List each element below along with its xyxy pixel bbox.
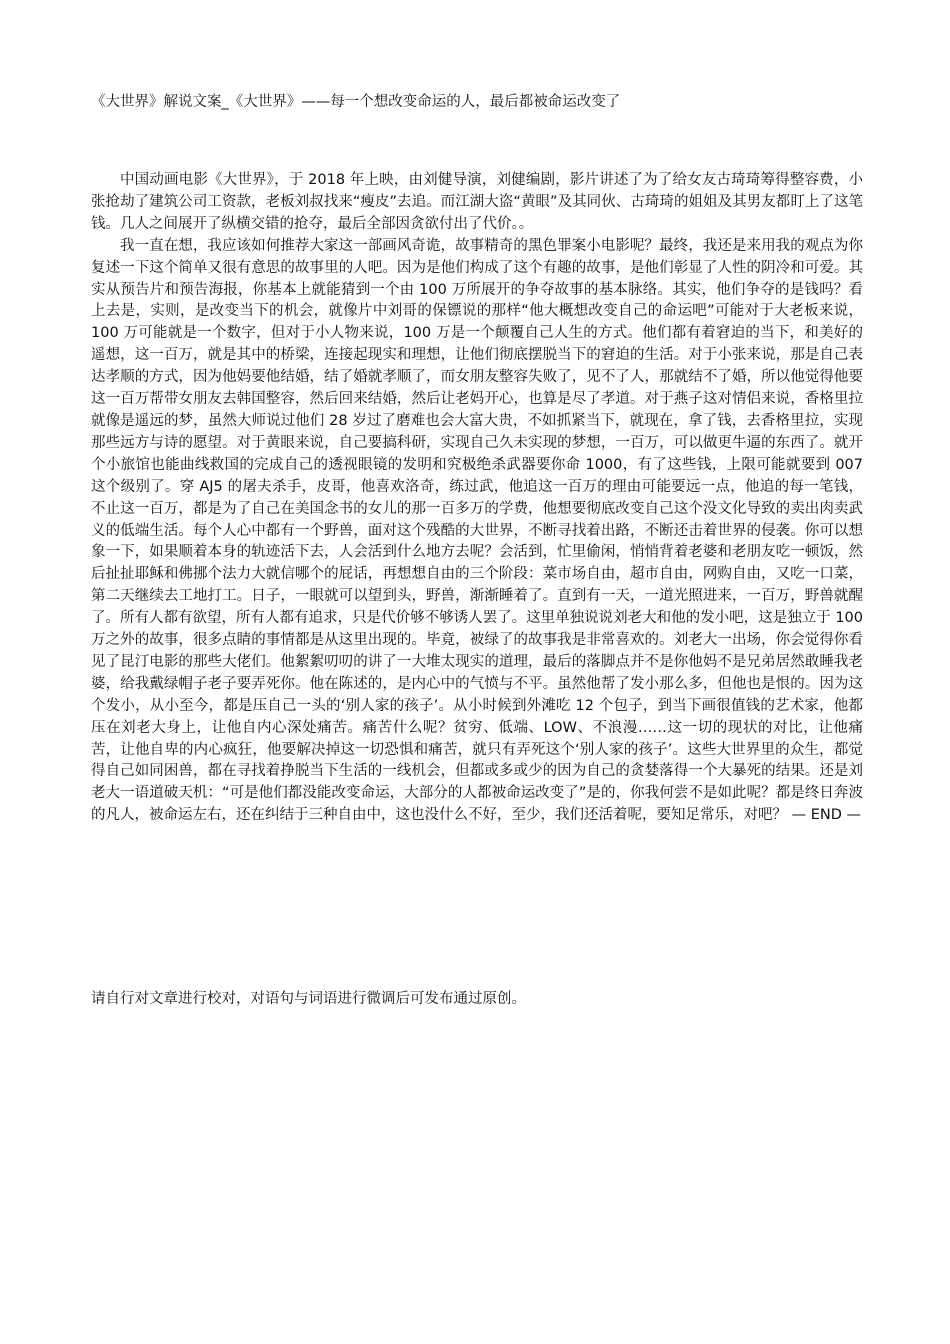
document-title: 《大世界》解说文案_《大世界》——每一个想改变命运的人，最后都被命运改变了 xyxy=(91,94,621,110)
document-footer-note: 请自行对文章进行校对，对语句与词语进行微调后可发布通过原创。 xyxy=(91,991,526,1007)
paragraph-main: 我一直在想，我应该如何推荐大家这一部画风奇诡，故事精奇的黑色罪案小电影呢？最终，我还是来用我的观点为你复述一下这个简单又很有意思的故事里的人吧。因为是他们构成了这个有趣的故事，是他们彰显了人性的阴冷和可爱。其实从预告片和预告海报，你基本上就能猜到一个由 100 万所展开的争夺故事的基本脉络。其实，他们争夺的是钱吗？看上去是，实则，是改变当下的机会，就像片中刘哥的保镖说的那样“他大概想改变自己的命运吧”可能对于大老板来说，100 万可能就是一个数字，但对于小人物来说，100 万是一个颠覆自己人生的方式。他们都有着窘迫的当下，和美好的遥想，这一百万，就是其中的桥梁，连接起现实和理想，让他们彻底摆脱当下的窘迫的生活。对于小张来说，那是自己表达孝顺的方式，因为他妈要他结婚，结了婚就孝顺了，而女朋友整容失败了，见不了人，那就结不了婚，所以他觉得他要这一百万帮带女朋友去韩国整容，然后回来结婚，然后让老妈开心，也算是尽了孝道。对于燕子这对情侣来说，香格里拉就像是遥远的梦，虽然大师说过他们 28 岁过了磨难也会大富大贵，不如抓紧当下，就现在，拿了钱，去香格里拉，实现那些远方与诗的愿望。对于黄眼来说，自己要搞科研，实现自己久未实现的梦想，一百万，可以做更牛逼的东西了。就开个小旅馆也能曲线救国的完成自己的透视眼镜的发明和究极绝杀武器要你命 1000，有了这些钱，上限可能就要到 007 这个级别了。穿 AJ5 的屠夫杀手，皮哥，他喜欢洛奇，练过武，他追这一百万的理由可能要远一点，他追的每一笔钱，不止这一百万，都是为了自己在美国念书的女儿的那一百多万的学费，他想要彻底改变自己这个没文化导致的卖出肉卖武义的低端生活。每个人心中都有一个野兽，面对这个残酷的大世界，不断寻找着出路，不断还击着世界的侵袭。你可以想象一下，如果顺着本身的轨迹活下去，人会活到什么地方去呢？会活到，忙里偷闲，悄悄背着老婆和老朋友吃一顿饭，然后扯扯耶稣和佛挪个法力大就信哪个的屁话，再想想自由的三个阶段：菜市场自由，超市自由，网购自由，又吃一口菜，第二天继续去工地打工。日子，一眼就可以望到头，野兽，渐渐睡着了。直到有一天，一道光照进来，一百万，野兽就醒了。所有人都有欲望，所有人都有追求，只是代价够不够诱人罢了。这里单独说说刘老大和他的发小吧，这是独立于 100 万之外的故事，很多点睛的事情都是从这里出现的。毕竟，被绿了的故事我是非常喜欢的。刘老大一出场，你会觉得你看见了昆汀电影的那些大佬们。他絮絮叨叨的讲了一大堆太现实的道理，最后的落脚点并不是你他妈不是兄弟居然敢睡我老婆，给我戴绿帽子老子要弄死你。他在陈述的，是内心中的气愤与不平。虽然他帮了发小那么多，但他也是恨的。因为这个发小，从小至今，都是压自己一头的‘别人家的孩子’。从小时候到外滩吃 12 个包子，到当下画很值钱的艺术家，他都压在刘老大身上，让他自内心深处痛苦。痛苦什么呢？贫穷、低端、LOW、不浪漫……这一切的现状的对比，让他痛苦，让他自卑的内心疯狂，他要解决掉这一切恐惧和痛苦，就只有弄死这个‘别人家的孩子’。这些大世界里的众生，都觉得自己如同困兽，都在寻找着挣脱当下生活的一线机会，但都或多或少的因为自己的贪婪落得一个大暴死的结果。还是刘老大一语道破天机：“可是他们都没能改变命运，大部分的人都被命运改变了”是的，你我何尝不是如此呢？都是终日奔波的凡人，被命运左右，还在纠结于三种自由中，这也没什么不好，至少，我们还活着呢，要知足常乐，对吧？ — END — xyxy=(91,237,863,824)
paragraph-intro: 中国动画电影《大世界》，于 2018 年上映，由刘健导演，刘健编剧，影片讲述了为了给女友古琦琦筹得整容费，小张抢劫了建筑公司工资款，老板刘叔找来“瘦皮”去追。而江湖大盗“黄眼”及其同伙、古琦琦的姐姐及其男友都盯上了这笔钱。几人之间展开了纵横交错的抢夺，最后全部因贪欲付出了代价。。 xyxy=(91,172,863,232)
document-body xyxy=(91,170,863,827)
